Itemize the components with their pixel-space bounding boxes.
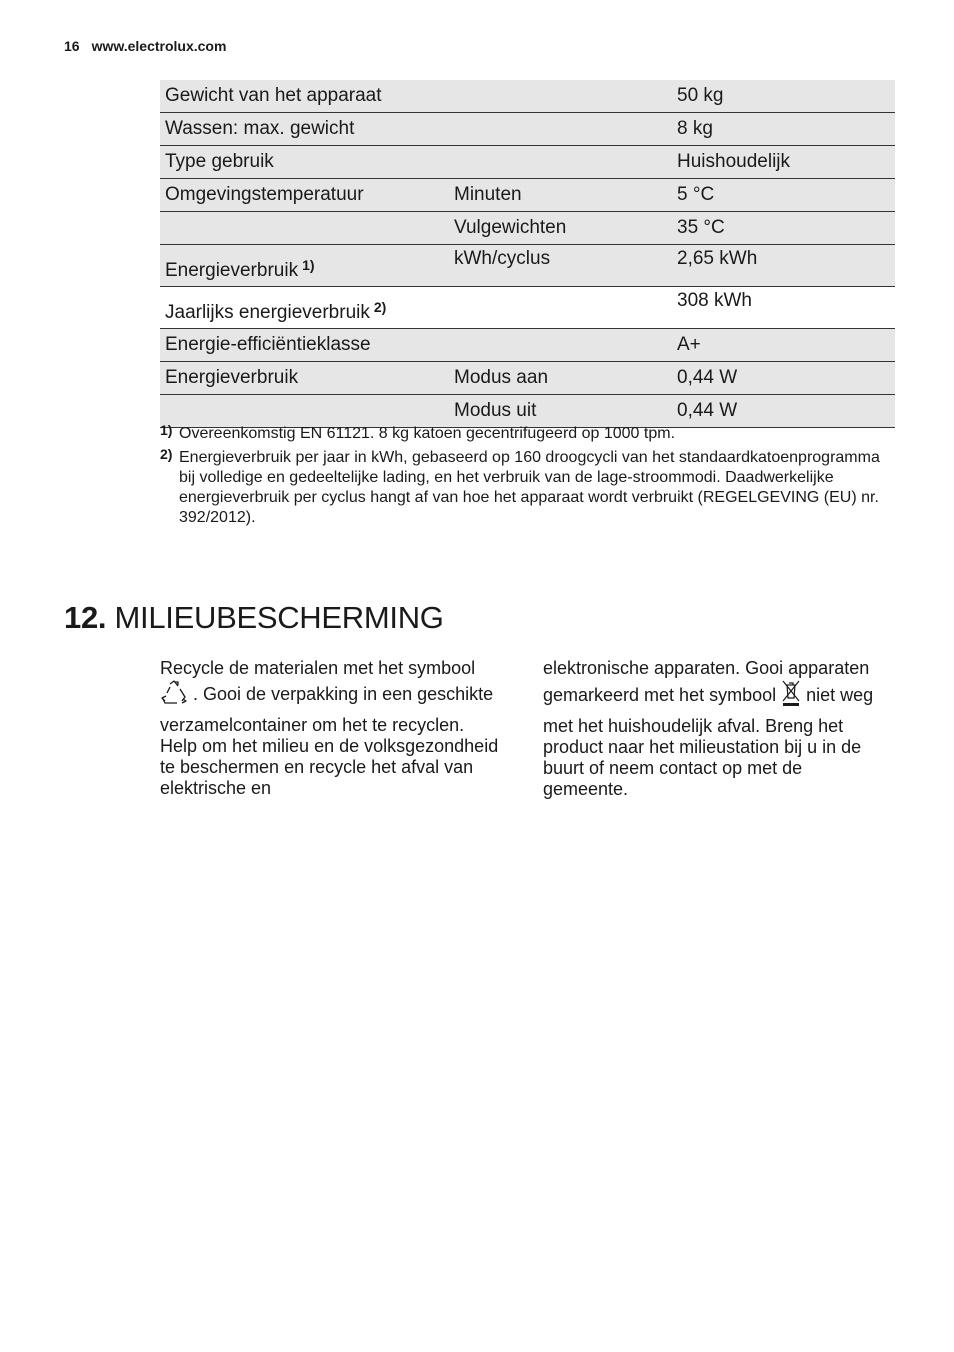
spec-label: Energie-efficiëntieklasse	[160, 329, 449, 362]
spec-label-text: Energieverbruik	[165, 260, 299, 281]
paragraph-line	[160, 679, 505, 715]
spec-label	[160, 245, 449, 287]
table-row	[160, 113, 895, 146]
recycle-icon	[160, 680, 188, 715]
spec-sub: kWh/cyclus	[449, 245, 672, 287]
spec-value: 308 kWh	[672, 287, 895, 329]
spec-value: 35 °C	[672, 212, 895, 245]
table-row	[160, 146, 895, 179]
footnote	[160, 424, 895, 444]
section-heading: MILIEUBESCHERMING	[114, 600, 444, 635]
footnotes	[160, 424, 895, 532]
section-body-left	[160, 658, 505, 799]
site-url: www.electrolux.com	[91, 38, 227, 54]
footnote-mark: 1)	[160, 422, 173, 438]
spec-label: Energieverbruik	[160, 362, 449, 395]
paragraph-line: verzamelcontainer om het te recyclen. Help om het milieu en de volksgezondheid te beschermen en recycle het afval van elektrische en	[160, 715, 499, 798]
spec-sub	[449, 80, 672, 113]
spec-label-text: Jaarlijks energieverbruik	[165, 302, 370, 323]
table-row	[160, 80, 895, 113]
paragraph-text: gemarkeerd met het symbool	[543, 685, 777, 705]
table-row	[160, 212, 895, 245]
footnote-mark: 2)	[160, 446, 173, 462]
spec-sub: Modus uit	[449, 395, 672, 428]
table-row	[160, 329, 895, 362]
specs-table	[160, 80, 895, 428]
footnote-ref: 1)	[302, 257, 315, 273]
spec-value: 8 kg	[672, 113, 895, 146]
spec-label	[160, 287, 449, 329]
spec-label	[160, 395, 449, 428]
paragraph-line	[543, 679, 888, 716]
spec-value: 5 °C	[672, 179, 895, 212]
page-number: 16	[64, 38, 80, 54]
paragraph-line: elektronische apparaten. Gooi apparaten	[543, 658, 870, 678]
spec-label: Gewicht van het apparaat	[160, 80, 449, 113]
table-row	[160, 362, 895, 395]
footnote-text: Energieverbruik per jaar in kWh, gebaseerd op 160 droogcycli van het standaardkatoenprogramma bij volledige en gedeeltelijke lading, en het verbruik van de lage-stroommodi. Daadwerkelijke energieverbruik per cyclus hangt af van hoe het apparaat wordt verbruikt (REGELGEVING (EU) nr. 392/2012).	[179, 449, 880, 526]
spec-sub: Modus aan	[449, 362, 672, 395]
spec-value: 0,44 W	[672, 362, 895, 395]
spec-value: 50 kg	[672, 80, 895, 113]
footnote	[160, 448, 895, 528]
spec-sub	[449, 146, 672, 179]
section-number: 12.	[64, 600, 107, 635]
spec-value: A+	[672, 329, 895, 362]
table-row	[160, 179, 895, 212]
spec-sub: Vulgewichten	[449, 212, 672, 245]
spec-sub: Minuten	[449, 179, 672, 212]
page-header	[64, 38, 226, 54]
spec-sub	[449, 113, 672, 146]
paragraph-line: Recycle de materialen met het symbool	[160, 658, 476, 678]
footnote-text: Overeenkomstig EN 61121. 8 kg katoen gecentrifugeerd op 1000 tpm.	[179, 425, 676, 442]
table-row	[160, 287, 895, 329]
spec-label: Wassen: max. gewicht	[160, 113, 449, 146]
section-title	[64, 600, 444, 636]
crossed-bin-icon	[781, 679, 801, 716]
paragraph-text: niet weg	[806, 685, 874, 705]
spec-sub	[449, 287, 672, 329]
spec-label: Type gebruik	[160, 146, 449, 179]
section-body-right	[543, 658, 888, 800]
spec-value: 2,65 kWh	[672, 245, 895, 287]
spec-value: Huishoudelijk	[672, 146, 895, 179]
spec-value: 0,44 W	[672, 395, 895, 428]
spec-label: Omgevingstemperatuur	[160, 179, 449, 212]
paragraph-line: met het huishoudelijk afval. Breng het product naar het milieustation bij u in de buurt of neem contact op met de gemeente.	[543, 716, 862, 799]
table-row	[160, 395, 895, 428]
paragraph-text: . Gooi de verpakking in een geschikte	[193, 684, 494, 704]
spec-sub	[449, 329, 672, 362]
table-row	[160, 245, 895, 287]
spec-label	[160, 212, 449, 245]
footnote-ref: 2)	[373, 299, 387, 315]
